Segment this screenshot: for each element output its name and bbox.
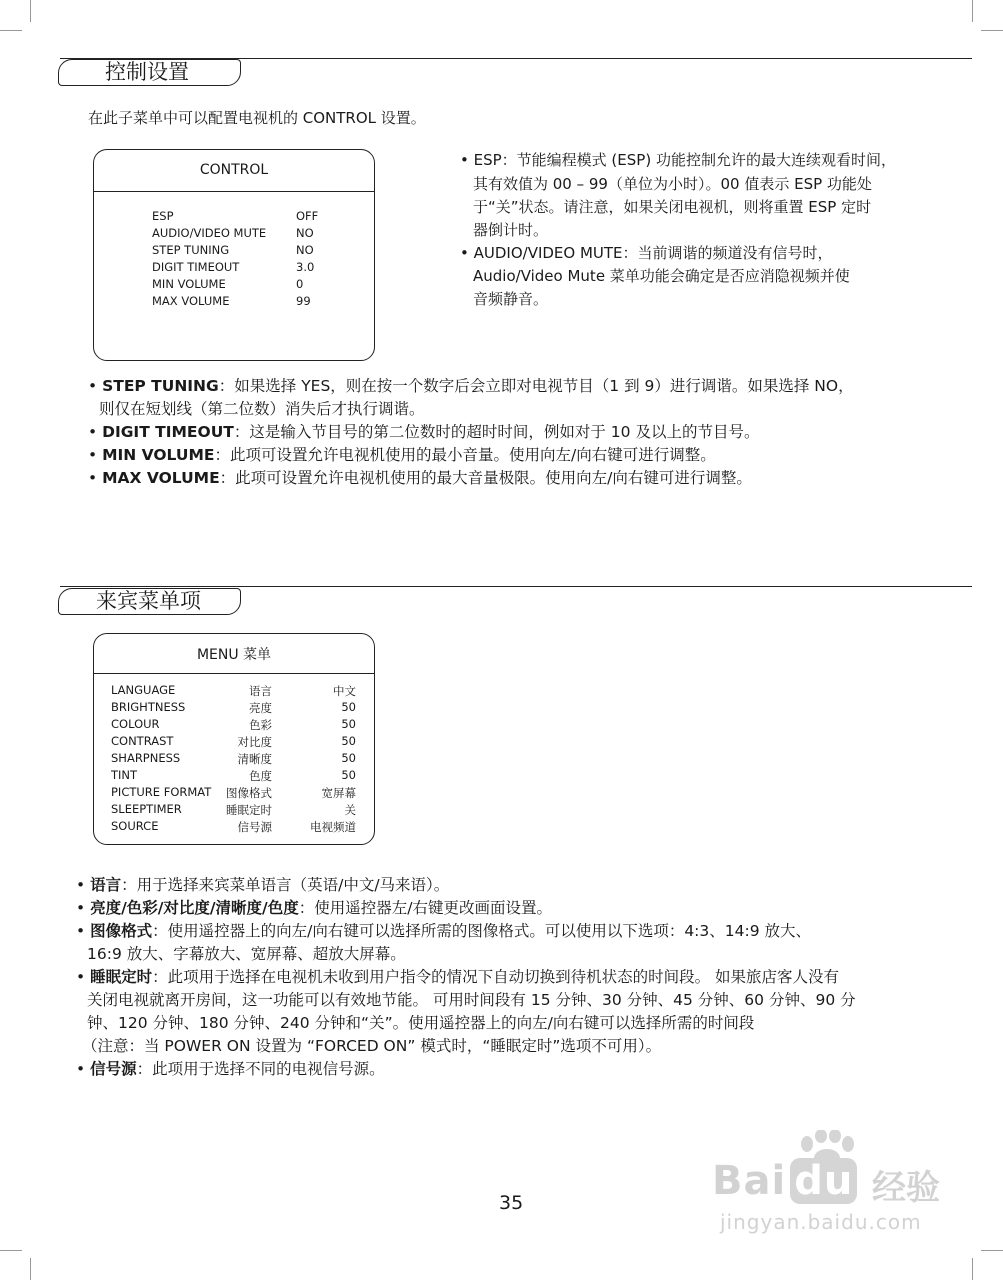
bullet-text: ：此项用于选择在电视机未收到用户指令的情况下自动切换到待机状态的时间段。 如果旅店客人没有 [152,968,840,986]
osd-value: 关 [344,803,356,817]
osd-row [111,751,356,768]
bullet-term: STEP TUNING [102,377,219,395]
osd-row [152,209,332,226]
page-number: 35 [499,1192,524,1214]
osd-value: OFF [296,209,319,223]
osd-row [152,294,332,311]
osd-label: MAX VOLUME [152,294,230,308]
watermark-brand-text2: du [790,1158,857,1204]
osd-row [111,768,356,785]
bullet-step-tuning: • STEP TUNING：如果选择 YES，则在按一个数字后会立即对电视节目（1 到 9）进行调谐。如果选择 NO， [88,377,854,395]
osd-cn-label: 信号源 [237,820,272,834]
section-rule [60,586,972,587]
osd-row [111,683,356,700]
osd-title: MENU 菜单 [196,647,272,663]
crop-mark [0,30,22,31]
bullet-picture-settings: • 亮度/色彩/对比度/清晰度/色度：使用遥控器左/右键更改画面设置。 [76,899,552,917]
bullet-term: 图像格式 [90,922,153,940]
watermark-brand-text: Bai [712,1158,787,1204]
osd-cn-label: 色度 [249,769,272,783]
osd-cn-label: 色彩 [249,718,272,732]
osd-label: AUDIO/VIDEO MUTE [152,226,267,240]
osd-label: SLEEPTIMER [111,802,182,816]
osd-value: 宽屏幕 [321,786,356,800]
osd-row [111,700,356,717]
bullet-text: ：此项可设置允许电视机使用的最大音量极限。使用向左/向右键可进行调整。 [219,469,752,487]
osd-row [111,734,356,751]
bullet-continuation: 则仅在短划线（第二位数）消失后才执行调谐。 [99,400,425,418]
osd-cn-label: 亮度 [249,701,272,715]
osd-row [152,260,332,277]
osd-value: NO [296,243,314,257]
bullet-term: 亮度/色彩/对比度/清晰度/色度 [90,899,299,917]
bullet-min-volume: • MIN VOLUME：此项可设置允许电视机使用的最小音量。使用向左/向右键可进行调整。 [88,446,716,464]
bullet-term: 语言 [90,876,122,894]
bullet-digit-timeout: • DIGIT TIMEOUT：这是输入节目号的第二位数时的超时时间，例如对于 10 及以上的节目号。 [88,423,760,441]
osd-value: 0 [296,277,304,291]
osd-row [111,717,356,734]
crop-mark [981,1250,1003,1251]
osd-row [152,226,332,243]
bullet-text: ：这是输入节目号的第二位数时的超时时间，例如对于 10 及以上的节目号。 [233,423,760,441]
osd-label: TINT [111,768,138,782]
bullet-continuation: （注意：当 POWER ON 设置为 “FORCED ON” 模式时，“睡眠定时”选项不可用）。 [82,1037,662,1055]
crop-mark [981,30,1003,31]
osd-value: 50 [341,700,356,714]
osd-row [152,277,332,294]
watermark-url: jingyan.baidu.com [720,1210,922,1234]
note-line: • ESP：节能编程模式 (ESP) 功能控制允许的最大连续观看时间， [460,151,896,169]
note-line: 于“关”状态。请注意，如果关闭电视机，则将重置 ESP 定时 [473,198,872,216]
bullet-language: • 语言：用于选择来宾菜单语言（英语/中文/马来语）。 [76,876,450,894]
crop-mark [972,0,973,22]
bullet-term: 睡眠定时 [90,968,153,986]
note-line: Audio/Video Mute 菜单功能会确定是否应消隐视频并使 [473,267,850,285]
osd-row [111,819,356,836]
osd-value: 电视频道 [310,820,356,834]
osd-label: SOURCE [111,819,159,833]
crop-mark [30,0,31,22]
section-title-control: 控制设置 [58,59,241,86]
osd-label: ESP [152,209,174,223]
bullet-text: ：此项用于选择不同的电视信号源。 [136,1060,385,1078]
bullet-term: MIN VOLUME [102,446,215,464]
osd-cn-label: 图像格式 [226,786,272,800]
osd-label: STEP TUNING [152,243,230,257]
osd-value: 3.0 [296,260,315,274]
section-title-guest-menu: 来宾菜单项 [58,588,241,615]
watermark-brand [712,1158,857,1204]
watermark-cn: 经验 [872,1168,940,1208]
bullet-text: ：此项可设置允许电视机使用的最小音量。使用向左/向右键可进行调整。 [214,446,716,464]
crop-mark [30,1258,31,1280]
osd-label: PICTURE FORMAT [111,785,212,799]
osd-label: BRIGHTNESS [111,700,186,714]
note-line: 其有效值为 00 – 99（单位为小时）。00 值表示 ESP 功能处 [473,175,872,193]
osd-value: 50 [341,717,356,731]
osd-label: SHARPNESS [111,751,181,765]
osd-label: MIN VOLUME [152,277,226,291]
note-line: 器倒计时。 [473,221,549,239]
osd-value: 50 [341,768,356,782]
osd-cn-label: 对比度 [237,735,272,749]
bullet-text: ：用于选择来宾菜单语言（英语/中文/马来语）。 [121,876,450,894]
bullet-source: • 信号源：此项用于选择不同的电视信号源。 [76,1060,385,1078]
crop-mark [972,1258,973,1280]
section-intro: 在此子菜单中可以配置电视机的 CONTROL 设置。 [88,109,426,127]
note-line: • AUDIO/VIDEO MUTE：当前调谐的频道没有信号时， [460,244,833,262]
bullet-continuation: 16:9 放大、字幕放大、宽屏幕、超放大屏幕。 [87,945,406,963]
osd-cn-label: 语言 [249,684,272,698]
osd-label: CONTRAST [111,734,174,748]
bullet-sleep-timer: • 睡眠定时：此项用于选择在电视机未收到用户指令的情况下自动切换到待机状态的时间段。 如果旅店客人没有 [76,968,840,986]
bullet-continuation: 钟、120 分钟、180 分钟、240 分钟和“关”。使用遥控器上的向左/向右键可以选择所需的时间段 [87,1014,755,1032]
bullet-text: ：使用遥控器上的向左/向右键可以选择所需的图像格式。可以使用以下选项：4:3、14:9 放大、 [152,922,811,940]
bullet-term: DIGIT TIMEOUT [102,423,234,441]
bullet-continuation: 关闭电视就离开房间，这一功能可以有效地节能。 可用时间段有 15 分钟、30 分钟、45 分钟、60 分钟、90 分 [87,991,856,1009]
bullet-text: ：如果选择 YES，则在按一个数字后会立即对电视节目（1 到 9）进行调谐。如果选择 NO， [218,377,854,395]
osd-divider [94,191,374,192]
osd-row [111,785,356,802]
osd-row [152,243,332,260]
bullet-max-volume: • MAX VOLUME：此项可设置允许电视机使用的最大音量极限。使用向左/向右键可进行调整。 [88,469,752,487]
osd-label: COLOUR [111,717,160,731]
bullet-picture-format: • 图像格式：使用遥控器上的向左/向右键可以选择所需的图像格式。可以使用以下选项：4:3、14:9 放大、 [76,922,811,940]
osd-label: LANGUAGE [111,683,176,697]
bullet-text: ：使用遥控器左/右键更改画面设置。 [298,899,552,917]
guest-menu-panel [93,633,375,845]
osd-row [111,802,356,819]
osd-title: CONTROL [199,162,269,178]
watermark [712,1130,972,1240]
osd-value: NO [296,226,314,240]
osd-value: 50 [341,751,356,765]
osd-value: 99 [296,294,311,308]
bullet-term: MAX VOLUME [102,469,220,487]
osd-value: 中文 [333,684,356,698]
osd-label: DIGIT TIMEOUT [152,260,240,274]
osd-value: 50 [341,734,356,748]
control-menu-panel [93,149,375,361]
note-line: 音频静音。 [473,290,549,308]
crop-mark [0,1250,22,1251]
bullet-term: 信号源 [90,1060,137,1078]
osd-cn-label: 清晰度 [237,752,272,766]
osd-cn-label: 睡眠定时 [226,803,272,817]
osd-divider [94,673,374,674]
